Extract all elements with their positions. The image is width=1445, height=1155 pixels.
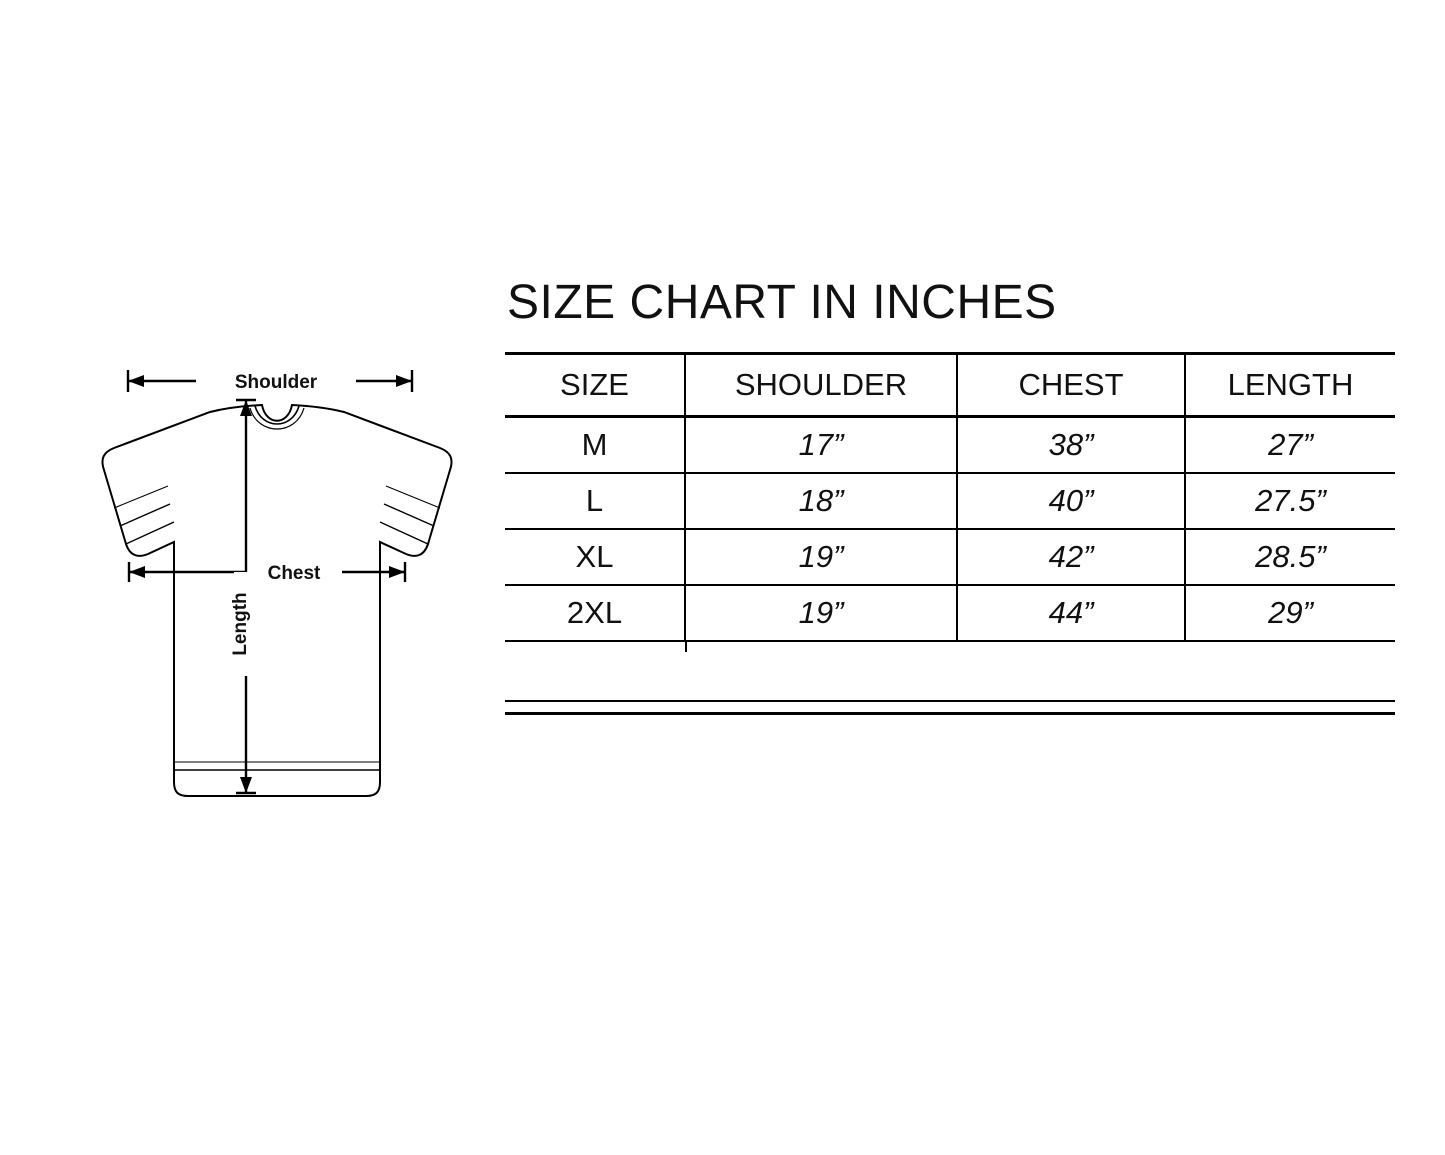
cell-size: 2XL: [505, 585, 685, 641]
table-row: [505, 585, 1395, 641]
tshirt-outline: [102, 405, 451, 796]
table-row: [505, 473, 1395, 529]
chart-title: SIZE CHART IN INCHES: [507, 276, 1057, 329]
table-row: [505, 417, 1395, 474]
cell-length: 28.5”: [1185, 529, 1395, 585]
cell-chest: 44”: [957, 585, 1185, 641]
column-header-chest: CHEST: [957, 354, 1185, 417]
size-chart-panel: [505, 275, 1395, 715]
table-row: [505, 529, 1395, 585]
size-chart-table: [505, 352, 1395, 642]
cell-shoulder: 18”: [685, 473, 957, 529]
cell-size: L: [505, 473, 685, 529]
cell-chest: 42”: [957, 529, 1185, 585]
chest-label: Chest: [267, 563, 321, 584]
cell-shoulder: 19”: [685, 585, 957, 641]
shoulder-label: Shoulder: [234, 372, 318, 393]
column-header-length: LENGTH: [1185, 354, 1395, 417]
tshirt-measurement-diagram: [50, 330, 500, 830]
cell-chest: 38”: [957, 417, 1185, 474]
length-label: Length: [230, 592, 251, 656]
table-footer-rules: [505, 642, 1395, 715]
cell-shoulder: 17”: [685, 417, 957, 474]
cell-shoulder: 19”: [685, 529, 957, 585]
footer-rule-thick: [505, 712, 1395, 715]
cell-size: XL: [505, 529, 685, 585]
column-header-shoulder: SHOULDER: [685, 354, 957, 417]
cell-length: 29”: [1185, 585, 1395, 641]
tshirt-diagram-svg: [50, 330, 500, 830]
table-header-row: [505, 354, 1395, 417]
cell-length: 27”: [1185, 417, 1395, 474]
column-header-size: SIZE: [505, 354, 685, 417]
footer-tick: [685, 642, 687, 652]
cell-size: M: [505, 417, 685, 474]
cell-length: 27.5”: [1185, 473, 1395, 529]
cell-chest: 40”: [957, 473, 1185, 529]
